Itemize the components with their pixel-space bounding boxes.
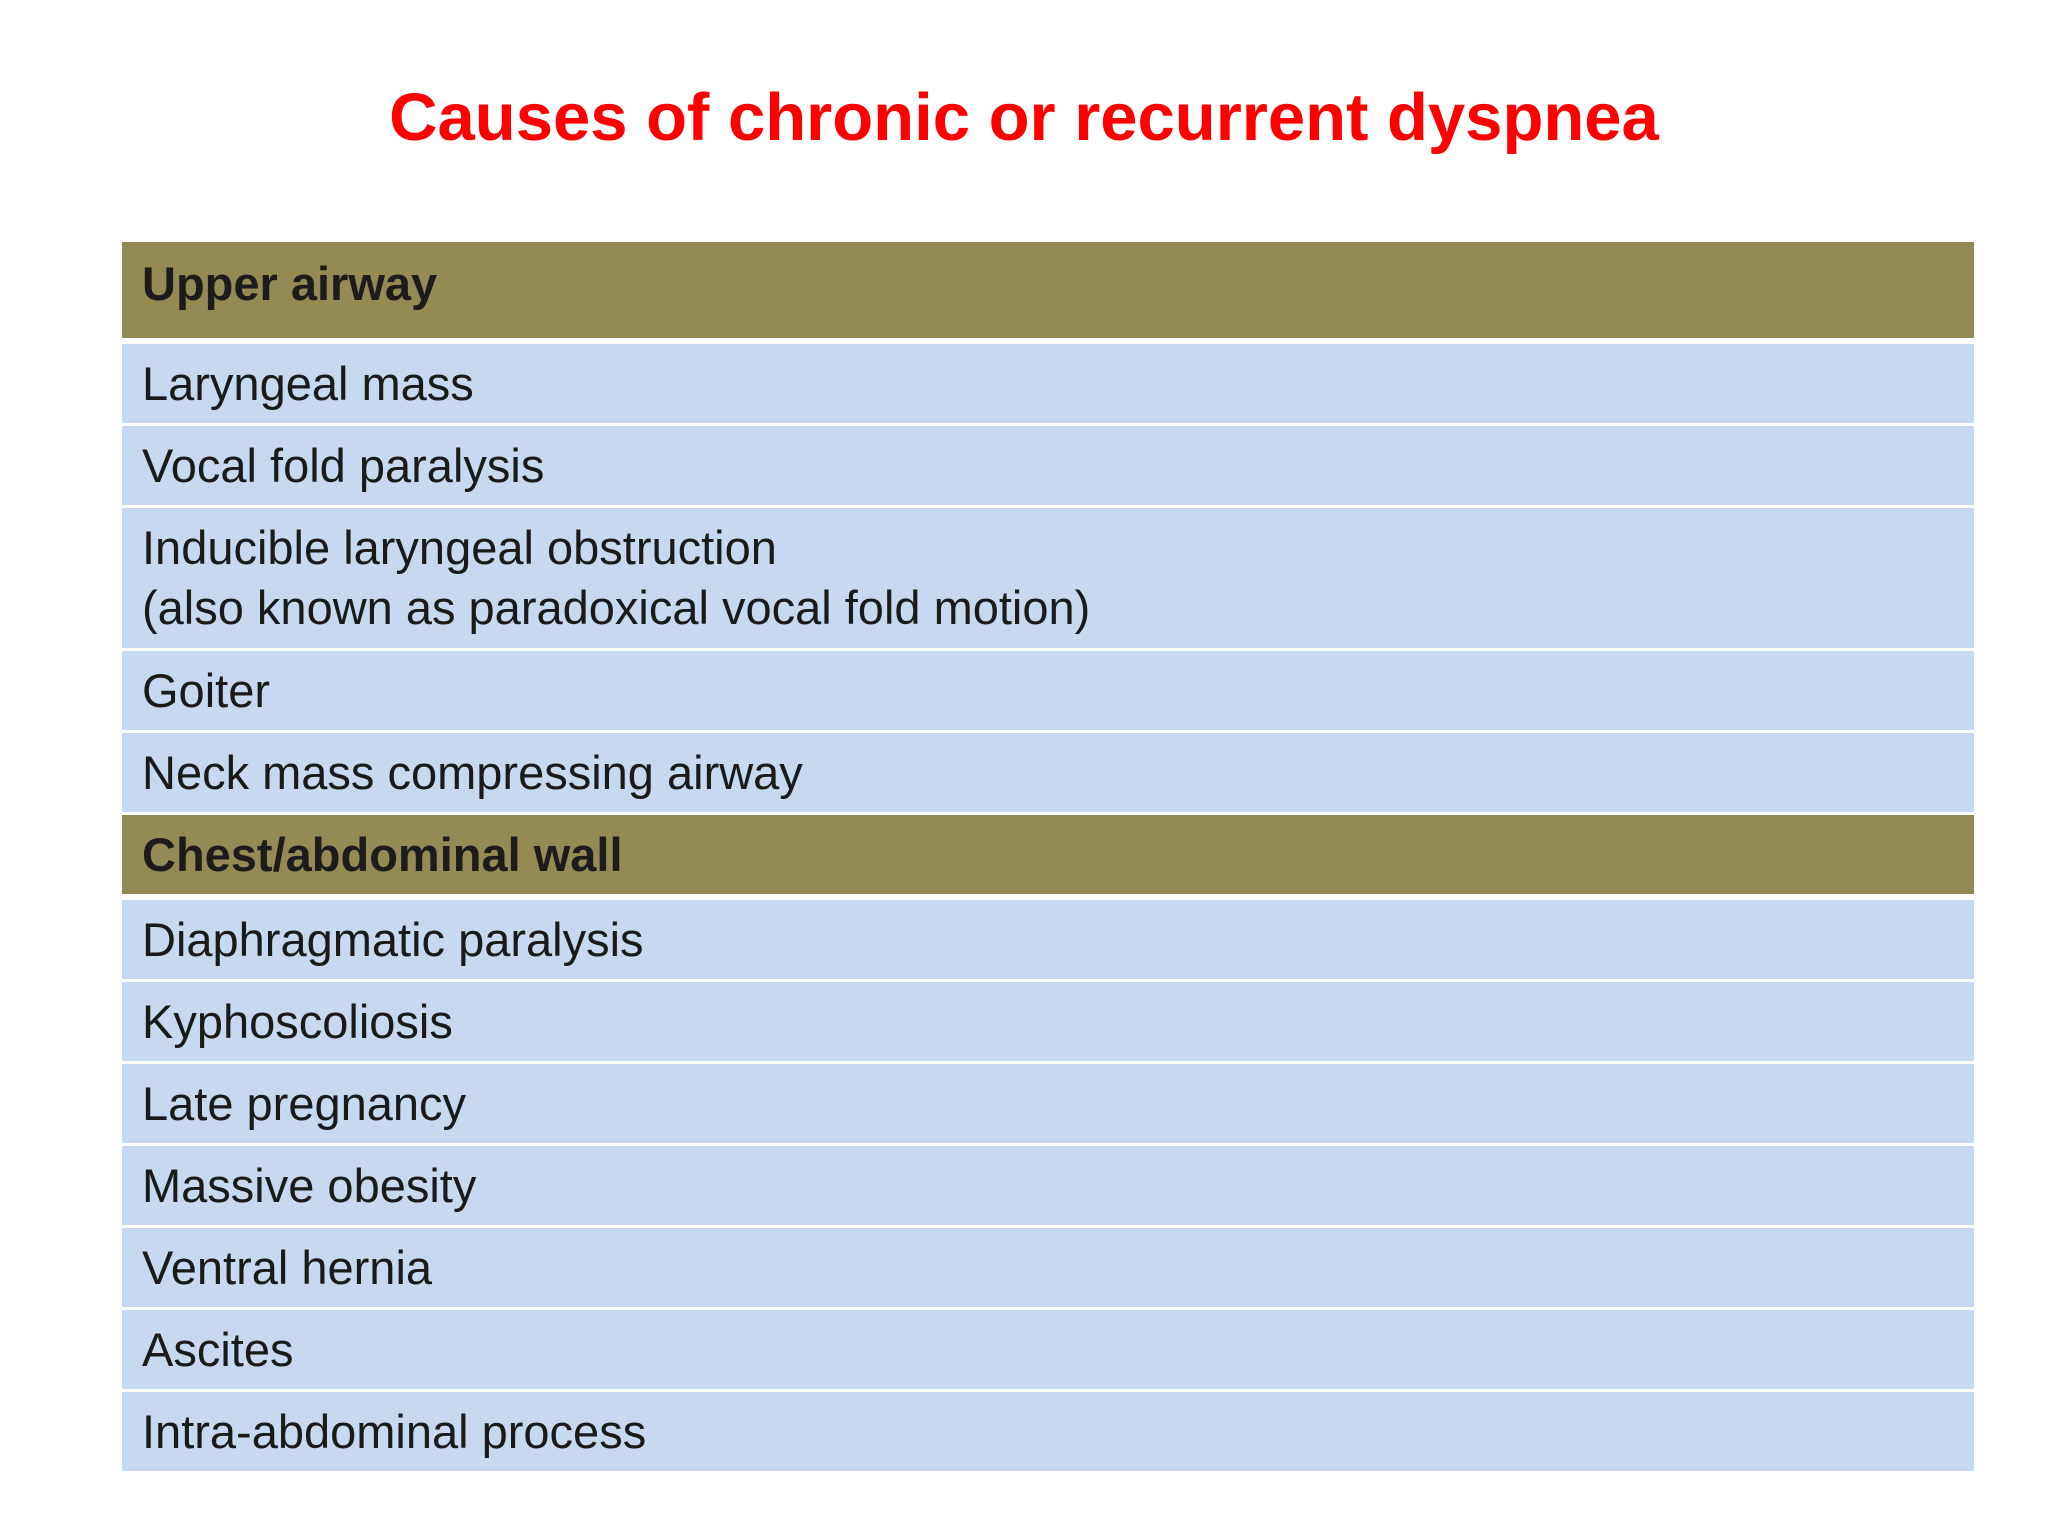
- table-row: Vocal fold paralysis: [122, 426, 1974, 505]
- table-row: Massive obesity: [122, 1146, 1974, 1225]
- table-row: Goiter: [122, 651, 1974, 730]
- table-row: Ventral hernia: [122, 1228, 1974, 1307]
- causes-table: [122, 242, 1974, 1471]
- row-line: Inducible laryngeal obstruction: [142, 521, 777, 574]
- table-row: Neck mass compressing airway: [122, 733, 1974, 812]
- table-row: Kyphoscoliosis: [122, 982, 1974, 1061]
- row-line: (also known as paradoxical vocal fold motion): [142, 581, 1091, 634]
- table-row: Intra-abdominal process: [122, 1392, 1974, 1471]
- table-row: [122, 508, 1974, 648]
- table-row: Diaphragmatic paralysis: [122, 900, 1974, 979]
- table-row: Late pregnancy: [122, 1064, 1974, 1143]
- section-header-chest-abdominal-wall: Chest/abdominal wall: [122, 815, 1974, 894]
- table-row: Ascites: [122, 1310, 1974, 1389]
- page-title: Causes of chronic or recurrent dyspnea: [389, 80, 1659, 155]
- table-row: Laryngeal mass: [122, 344, 1974, 423]
- section-header-upper-airway: Upper airway: [122, 242, 1974, 338]
